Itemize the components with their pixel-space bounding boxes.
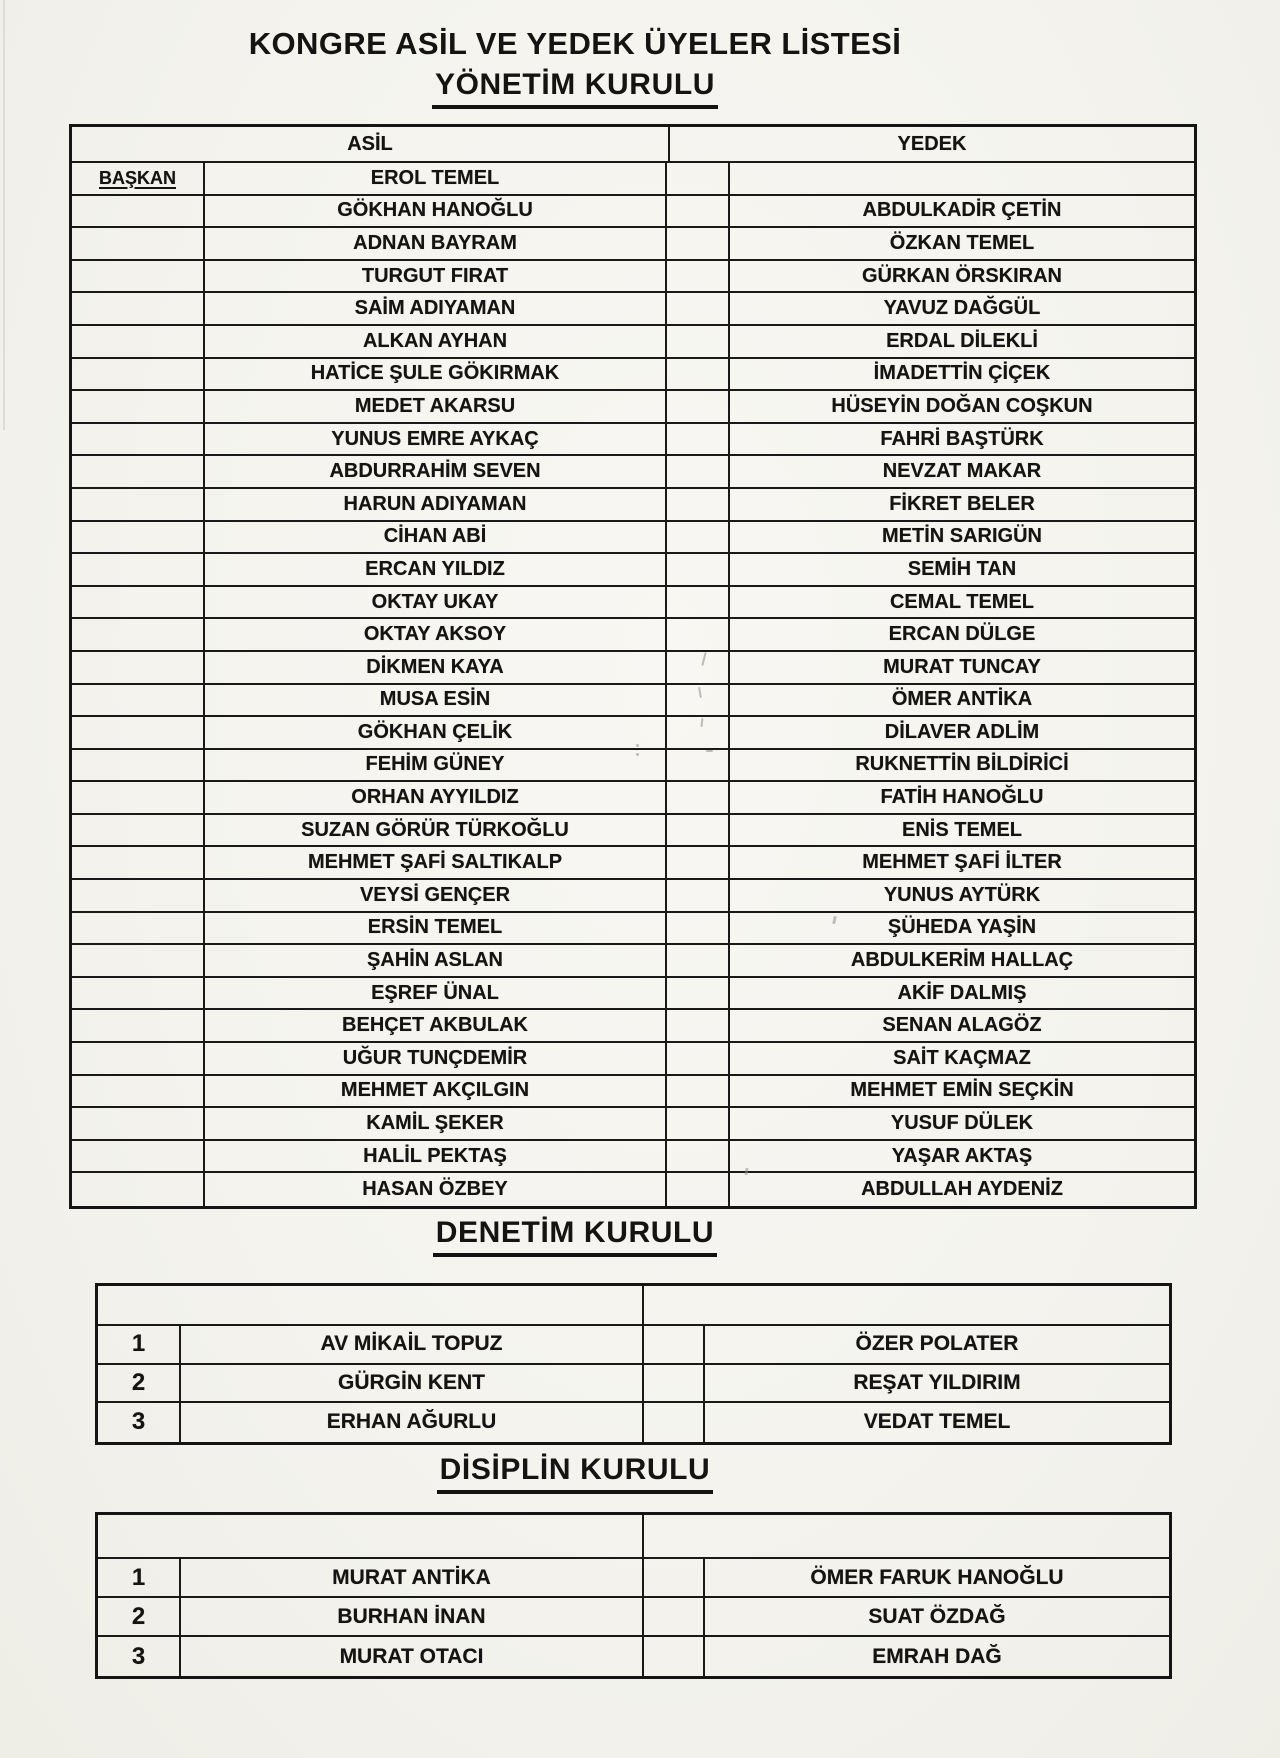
yedek-name-cell: FİKRET BELER <box>889 492 1035 515</box>
yedek-name-cell: METİN SARIGÜN <box>882 525 1042 548</box>
row-label-cell <box>72 847 205 878</box>
gap-cell <box>667 228 730 259</box>
gap-cell <box>667 391 730 422</box>
row-label-cell <box>72 782 205 813</box>
asil-name-cell: ERSİN TEMEL <box>205 913 667 944</box>
asil-name-cell: ERCAN YILDIZ <box>205 554 667 585</box>
table-row <box>72 293 1194 326</box>
row-number-cell: 1 <box>98 1559 181 1596</box>
row-label-cell <box>72 456 205 487</box>
asil-name-cell: GÖKHAN HANOĞLU <box>205 196 667 227</box>
yedek-name-cell: SENAN ALAGÖZ <box>882 1014 1042 1037</box>
table-row <box>72 424 1194 457</box>
row-label-cell <box>72 587 205 618</box>
asil-name-cell: UĞUR TUNÇDEMİR <box>205 1043 667 1074</box>
yedek-name-cell: REŞAT YILDIRIM <box>853 1370 1021 1394</box>
heading-denetim-kurulu <box>0 1216 1150 1257</box>
gap-cell <box>667 1141 730 1172</box>
gap-cell <box>667 424 730 455</box>
table-row <box>72 228 1194 261</box>
row-label-cell <box>72 815 205 846</box>
table-row <box>98 1365 1169 1404</box>
asil-name-cell: AV MİKAİL TOPUZ <box>181 1326 644 1363</box>
denetim-header-left-cell <box>98 1286 644 1324</box>
yedek-name-cell: MEHMET EMİN SEÇKİN <box>850 1079 1074 1102</box>
gap-cell <box>667 326 730 357</box>
row-label-cell <box>72 522 205 553</box>
heading-denetim-text: DENETİM KURULU <box>433 1216 717 1257</box>
table-row <box>72 489 1194 522</box>
heading-disiplin-text: DİSİPLİN KURULU <box>437 1453 714 1494</box>
yedek-name-cell: ÖZKAN TEMEL <box>889 231 1035 254</box>
gap-cell <box>667 456 730 487</box>
yonetim-table <box>69 124 1197 1209</box>
yedek-name-cell: SUAT ÖZDAĞ <box>868 1604 1006 1628</box>
yedek-name-cell: EMRAH DAĞ <box>872 1644 1002 1668</box>
table-row <box>72 880 1194 913</box>
yedek-name-cell: ÖZER POLATER <box>855 1332 1019 1356</box>
gap-cell <box>667 847 730 878</box>
row-label-cell <box>72 1076 205 1107</box>
denetim-table-header <box>98 1286 1169 1326</box>
gap-cell <box>667 913 730 944</box>
scan-artifact <box>636 744 639 747</box>
row-label-cell <box>72 554 205 585</box>
row-label-cell <box>72 652 205 683</box>
disiplin-table-body <box>98 1559 1169 1676</box>
asil-name-cell: ŞAHİN ASLAN <box>205 945 667 976</box>
yedek-name-cell: RUKNETTİN BİLDİRİCİ <box>855 753 1069 776</box>
row-label-cell <box>72 424 205 455</box>
asil-name-cell: ERHAN AĞURLU <box>181 1403 644 1442</box>
table-row <box>98 1559 1169 1598</box>
row-label-cell <box>72 326 205 357</box>
asil-name-cell: ADNAN BAYRAM <box>205 228 667 259</box>
row-label-cell <box>72 1043 205 1074</box>
yedek-name-cell: MURAT TUNCAY <box>883 655 1041 678</box>
scan-artifact <box>636 753 639 756</box>
row-label-cell <box>72 228 205 259</box>
table-row <box>72 750 1194 783</box>
yedek-name-cell: ABDULKERİM HALLAÇ <box>850 949 1074 972</box>
asil-name-cell: MEDET AKARSU <box>205 391 667 422</box>
asil-name-cell: BURHAN İNAN <box>181 1598 644 1635</box>
disiplin-table <box>95 1512 1172 1679</box>
asil-name-cell: ABDURRAHİM SEVEN <box>205 456 667 487</box>
table-row <box>72 163 1194 196</box>
asil-name-cell: MURAT ANTİKA <box>181 1559 644 1596</box>
yedek-name-cell: YUSUF DÜLEK <box>890 1112 1034 1135</box>
gap-cell <box>667 815 730 846</box>
heading-yonetim-kurulu <box>0 68 1150 109</box>
baskan-label: BAŞKAN <box>72 163 205 194</box>
table-row <box>72 326 1194 359</box>
yedek-name-cell: YUNUS AYTÜRK <box>883 883 1041 906</box>
gap-cell <box>667 1173 730 1206</box>
asil-name-cell: VEYSİ GENÇER <box>205 880 667 911</box>
yedek-name-cell <box>730 163 1194 194</box>
table-row <box>72 1141 1194 1174</box>
asil-name-cell: MEHMET AKÇILGIN <box>205 1076 667 1107</box>
gap-cell <box>667 1076 730 1107</box>
yedek-name-cell: VEDAT TEMEL <box>863 1410 1011 1434</box>
row-label-cell <box>72 1173 205 1206</box>
yedek-name-cell: FAHRİ BAŞTÜRK <box>880 427 1044 450</box>
gap-cell <box>667 750 730 781</box>
heading-disiplin-kurulu <box>0 1453 1150 1494</box>
column-header-yedek: YEDEK <box>897 132 967 155</box>
asil-name-cell: CİHAN ABİ <box>205 522 667 553</box>
disiplin-table-header <box>98 1515 1169 1559</box>
table-row <box>72 913 1194 946</box>
table-row <box>72 554 1194 587</box>
gap-cell <box>644 1598 705 1635</box>
asil-name-cell: EŞREF ÜNAL <box>205 978 667 1009</box>
gap-cell <box>644 1365 705 1402</box>
gap-cell <box>667 880 730 911</box>
row-label-cell <box>72 261 205 292</box>
table-row <box>72 196 1194 229</box>
yedek-name-cell: HÜSEYİN DOĞAN COŞKUN <box>831 394 1093 417</box>
row-label-cell <box>72 913 205 944</box>
row-label-cell <box>72 945 205 976</box>
gap-cell <box>644 1403 705 1442</box>
gap-cell <box>667 717 730 748</box>
asil-name-cell: ALKAN AYHAN <box>205 326 667 357</box>
table-row <box>98 1637 1169 1676</box>
gap-cell <box>667 261 730 292</box>
gap-cell <box>644 1559 705 1596</box>
table-row <box>98 1403 1169 1442</box>
yedek-name-cell: SAİT KAÇMAZ <box>893 1046 1031 1069</box>
table-row <box>72 587 1194 620</box>
asil-name-cell: MUSA ESİN <box>205 685 667 716</box>
asil-name-cell: HASAN ÖZBEY <box>205 1173 667 1206</box>
table-row <box>72 1076 1194 1109</box>
row-label-cell <box>72 717 205 748</box>
row-number-cell: 3 <box>98 1637 181 1676</box>
row-label-cell <box>72 359 205 390</box>
row-label-cell <box>72 196 205 227</box>
row-number-cell: 2 <box>98 1598 181 1635</box>
asil-name-cell: GÜRGİN KENT <box>181 1365 644 1402</box>
table-row <box>72 1108 1194 1141</box>
gap-cell <box>667 489 730 520</box>
table-row <box>72 815 1194 848</box>
table-row <box>72 522 1194 555</box>
yedek-name-cell: DİLAVER ADLİM <box>884 720 1040 743</box>
table-row <box>72 391 1194 424</box>
table-row <box>72 359 1194 392</box>
asil-name-cell: HATİCE ŞULE GÖKIRMAK <box>205 359 667 390</box>
table-row <box>72 978 1194 1011</box>
gap-cell <box>667 1010 730 1041</box>
yedek-name-cell: YAŞAR AKTAŞ <box>891 1144 1033 1167</box>
gap-cell <box>667 293 730 324</box>
table-row <box>72 456 1194 489</box>
denetim-table-body <box>98 1326 1169 1442</box>
gap-cell <box>667 587 730 618</box>
row-label-cell <box>72 1141 205 1172</box>
page-title: KONGRE ASİL VE YEDEK ÜYELER LİSTESİ <box>248 26 902 61</box>
yedek-name-cell: MEHMET ŞAFİ İLTER <box>862 851 1062 874</box>
asil-name-cell: HARUN ADIYAMAN <box>205 489 667 520</box>
table-row <box>98 1326 1169 1365</box>
table-row <box>72 261 1194 294</box>
asil-name-cell: BEHÇET AKBULAK <box>205 1010 667 1041</box>
asil-name-cell: DİKMEN KAYA <box>205 652 667 683</box>
disiplin-header-right-cell <box>644 1515 1169 1557</box>
row-label-cell <box>72 750 205 781</box>
row-number-cell: 1 <box>98 1326 181 1363</box>
table-row <box>72 1173 1194 1206</box>
table-row <box>72 782 1194 815</box>
gap-cell <box>667 1108 730 1139</box>
row-number-cell: 3 <box>98 1403 181 1442</box>
yedek-name-cell: ERCAN DÜLGE <box>888 623 1036 646</box>
heading-yonetim-text: YÖNETİM KURULU <box>432 68 718 109</box>
asil-name-cell: MURAT OTACI <box>181 1637 644 1676</box>
row-label-cell <box>72 1108 205 1139</box>
column-header-asil: ASİL <box>72 127 670 161</box>
row-label-cell <box>72 978 205 1009</box>
asil-name-cell: SUZAN GÖRÜR TÜRKOĞLU <box>205 815 667 846</box>
table-row <box>72 945 1194 978</box>
asil-name-cell: TURGUT FIRAT <box>205 261 667 292</box>
row-label-cell <box>72 1010 205 1041</box>
asil-name-cell: EROL TEMEL <box>205 163 667 194</box>
yonetim-table-body <box>72 163 1194 1206</box>
row-label-cell <box>72 880 205 911</box>
yedek-name-cell: NEVZAT MAKAR <box>882 460 1042 483</box>
table-row <box>72 652 1194 685</box>
yedek-name-cell: ABDULKADİR ÇETİN <box>862 199 1062 222</box>
asil-name-cell: SAİM ADIYAMAN <box>205 293 667 324</box>
denetim-table <box>95 1283 1172 1445</box>
table-row <box>72 685 1194 718</box>
gap-cell <box>667 359 730 390</box>
gap-cell <box>667 1043 730 1074</box>
asil-name-cell: HALİL PEKTAŞ <box>205 1141 667 1172</box>
yedek-name-cell: ENİS TEMEL <box>901 818 1022 841</box>
asil-name-cell: FEHİM GÜNEY <box>205 750 667 781</box>
asil-name-cell: KAMİL ŞEKER <box>205 1108 667 1139</box>
scan-crease <box>3 0 5 430</box>
row-label-cell <box>72 391 205 422</box>
gap-cell <box>667 945 730 976</box>
row-label-cell <box>72 489 205 520</box>
table-row <box>72 847 1194 880</box>
table-row <box>72 717 1194 750</box>
gap-cell <box>667 978 730 1009</box>
asil-name-cell: ORHAN AYYILDIZ <box>205 782 667 813</box>
gap-cell <box>667 196 730 227</box>
gap-cell <box>667 782 730 813</box>
yedek-name-cell: CEMAL TEMEL <box>889 590 1035 613</box>
row-label-cell <box>72 293 205 324</box>
asil-name-cell: GÖKHAN ÇELİK <box>205 717 667 748</box>
row-number-cell: 2 <box>98 1365 181 1402</box>
yonetim-table-header <box>72 127 1194 163</box>
yedek-name-cell: SEMİH TAN <box>907 557 1017 580</box>
gap-cell <box>667 652 730 683</box>
yedek-name-cell: ŞÜHEDA YAŞİN <box>887 916 1037 939</box>
table-row <box>72 1010 1194 1043</box>
gap-cell <box>644 1326 705 1363</box>
yedek-name-cell: İMADETTİN ÇİÇEK <box>873 362 1051 385</box>
yedek-name-cell: ÖMER FARUK HANOĞLU <box>810 1565 1064 1589</box>
yedek-name-cell: GÜRKAN ÖRSKIRAN <box>862 264 1062 287</box>
disiplin-header-left-cell <box>98 1515 644 1557</box>
gap-cell <box>667 163 730 194</box>
gap-cell <box>667 522 730 553</box>
yedek-name-cell: ABDULLAH AYDENİZ <box>861 1178 1063 1201</box>
yedek-name-cell: AKİF DALMIŞ <box>897 981 1027 1004</box>
gap-cell <box>667 554 730 585</box>
yedek-name-cell: YAVUZ DAĞGÜL <box>883 297 1041 320</box>
asil-name-cell: YUNUS EMRE AYKAÇ <box>205 424 667 455</box>
row-label-cell <box>72 619 205 650</box>
asil-name-cell: MEHMET ŞAFİ SALTIKALP <box>205 847 667 878</box>
denetim-header-right-cell <box>644 1286 1169 1324</box>
row-label-cell <box>72 685 205 716</box>
table-row <box>72 1043 1194 1076</box>
yedek-name-cell: ERDAL DİLEKLİ <box>886 329 1038 352</box>
gap-cell <box>644 1637 705 1676</box>
asil-name-cell: OKTAY UKAY <box>205 587 667 618</box>
yedek-name-cell: FATİH HANOĞLU <box>880 786 1044 809</box>
gap-cell <box>667 619 730 650</box>
table-row <box>72 619 1194 652</box>
table-row <box>98 1598 1169 1637</box>
asil-name-cell: OKTAY AKSOY <box>205 619 667 650</box>
yedek-name-cell: ÖMER ANTİKA <box>891 688 1033 711</box>
